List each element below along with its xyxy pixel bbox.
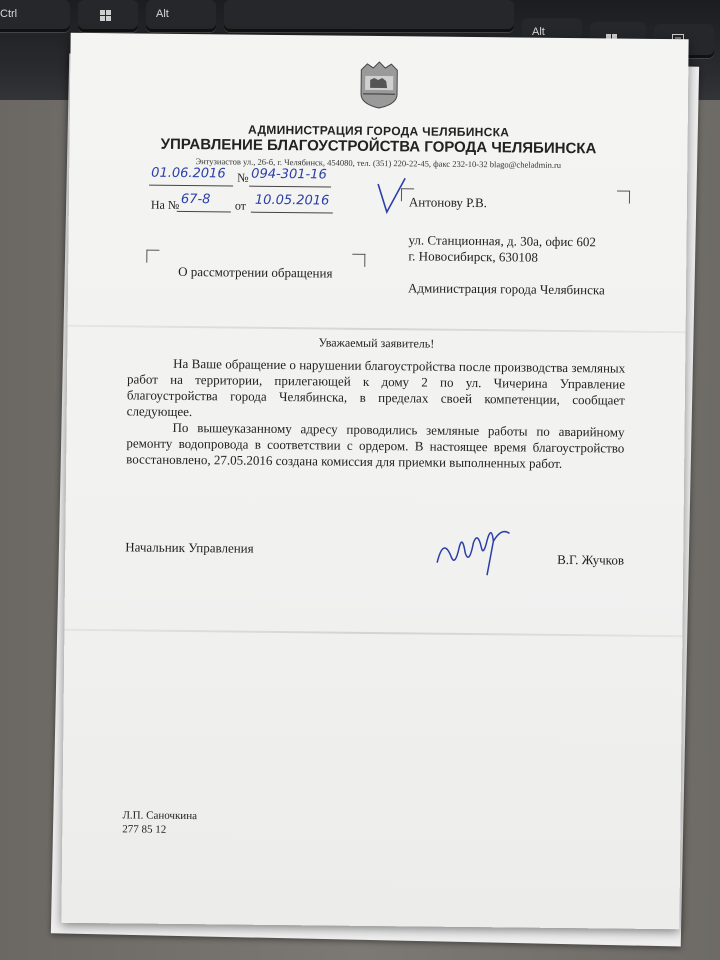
outgoing-number: 094-301-16 (251, 166, 327, 183)
ref-number: 67-8 (180, 191, 211, 208)
number-label: № (237, 170, 249, 185)
letter-page (61, 33, 688, 929)
greeting: Уважаемый заявитель! (318, 335, 435, 351)
org-address: Энтузиастов ул., 26-б, г. Челябинск, 454080, тел. (351) 220-22-45, факс 232-10-32 blago@cheladmin.ru (195, 156, 562, 170)
recipient-city: г. Новосибирск, 630108 (408, 248, 538, 265)
letter-body (126, 355, 625, 472)
ref-from-label: от (234, 198, 247, 213)
ctrl-key: Ctrl (0, 0, 70, 32)
alt-key-left: Alt (146, 0, 216, 32)
date-underline (149, 184, 233, 187)
alt-key-right: Alt (522, 18, 582, 52)
recipient-name: Антонову Р.В. (408, 194, 488, 211)
recipient-copy: Администрация города Челябинска (407, 280, 605, 298)
ref-date-underline (251, 211, 333, 214)
outgoing-date: 01.06.2016 (151, 165, 226, 182)
number-underline (249, 185, 331, 188)
executor-phone: 277 85 12 (122, 823, 167, 836)
signatory-position: Начальник Управления (125, 539, 254, 556)
ref-date: 10.05.2016 (254, 192, 330, 209)
executor-name: Л.П. Саночкина (122, 809, 198, 823)
paper-fold (64, 629, 682, 637)
org-name-department: УПРАВЛЕНИЕ БЛАГОУСТРОЙСТВА ГОРОДА ЧЕЛЯБИНСКА (160, 135, 597, 158)
signatory-name: В.Г. Жучков (557, 551, 625, 568)
subject-corner (352, 254, 365, 267)
space-key (224, 0, 514, 32)
subject-corner (146, 250, 159, 263)
body-paragraph: По вышеуказанному адресу проводились земляные работы по аварийному ремонту водопровода в соответствии с ордером. В настоящее время благоустройство восстановлено, 27.05.2016 создана комиссия для приемки выполненных работ. (126, 419, 625, 471)
city-crest-emblem (359, 60, 400, 110)
body-paragraph: На Ваше обращение о нарушении благоустройства после производства земляных работ на территории, прилегающей к дому 2 по ул. Чичерина Управление благоустройства города Челябинска, в пределах своей компетенции, сообщает следующее. (126, 355, 626, 420)
windows-icon (100, 10, 112, 22)
paper-fold (68, 325, 686, 333)
address-corner (617, 191, 630, 204)
recipient-street: ул. Станционная, д. 30а, офис 602 (408, 232, 596, 250)
subject-line: О рассмотрении обращения (178, 263, 333, 281)
org-name-admin: АДМИНИСТРАЦИЯ ГОРОДА ЧЕЛЯБИНСКА (248, 122, 510, 140)
ref-number-label: На № (150, 197, 180, 212)
handwritten-signature (429, 517, 520, 578)
windows-key (78, 0, 138, 32)
ref-number-underline (177, 210, 231, 213)
